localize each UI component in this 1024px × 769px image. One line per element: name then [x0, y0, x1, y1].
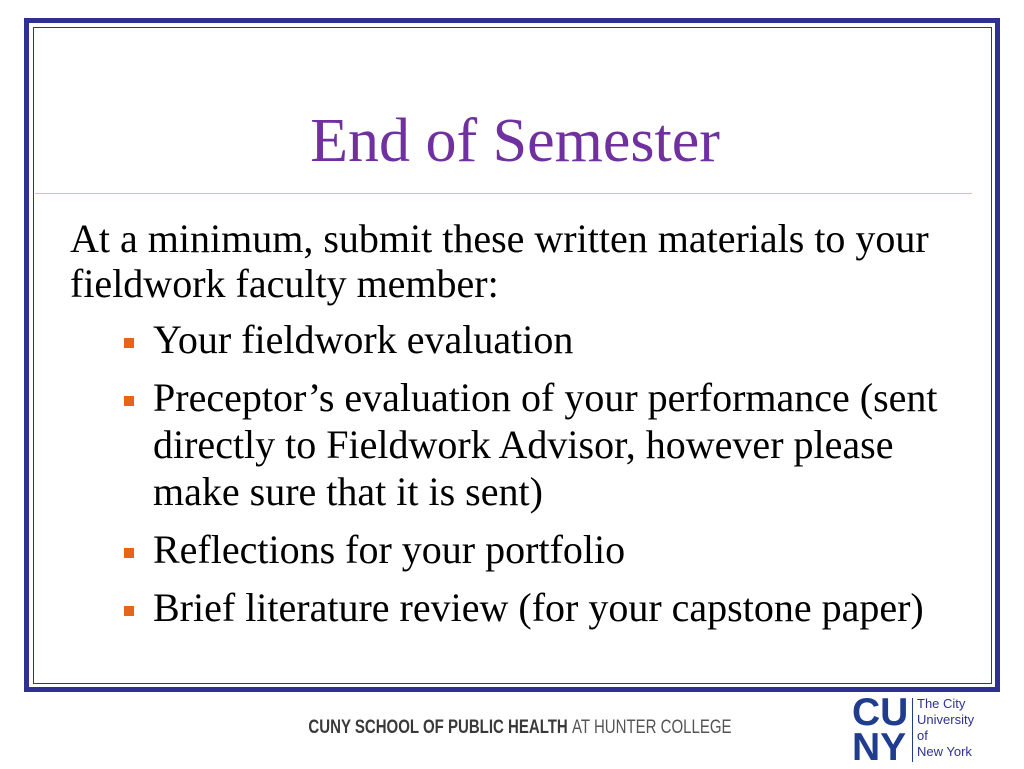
bullet-text: Your fieldwork evaluation: [153, 317, 574, 362]
bullet-square-icon: [124, 548, 134, 558]
bullet-square-icon: [124, 396, 134, 406]
bullet-item: [153, 526, 960, 573]
footer-school-name: [283, 718, 757, 737]
bullet-text: Reflections for your portfolio: [153, 527, 626, 572]
logo-divider: [912, 698, 913, 762]
bullet-list: [153, 305, 960, 631]
bullet-item: [153, 374, 960, 515]
slide-title: End of Semester: [310, 107, 720, 175]
cuny-name-line: New York: [917, 744, 972, 759]
cuny-name-line: The City: [917, 696, 966, 711]
intro-text: At a minimum, submit these written materials to your fieldwork faculty member:: [70, 216, 929, 306]
bullet-text: Preceptor’s evaluation of your performance (sent directly to Fieldwork Advisor, however please make sure that it is sent): [153, 375, 938, 514]
cuny-name-line: University: [917, 712, 975, 727]
bullet-item: [153, 584, 960, 631]
title-rule: [35, 193, 972, 194]
cuny-name-text: [917, 696, 974, 760]
cuny-logo-letters-top: CU: [852, 691, 909, 734]
footer-school-bold: CUNY SCHOOL OF PUBLIC HEALTH: [308, 717, 568, 738]
footer-school-rest: AT HUNTER COLLEGE: [571, 717, 732, 738]
bullet-item: [153, 316, 960, 363]
cuny-name-line: of: [917, 728, 928, 743]
bullet-text: Brief literature review (for your capstone paper): [153, 585, 924, 630]
bullet-square-icon: [124, 338, 134, 348]
bullet-square-icon: [124, 606, 134, 616]
cuny-logo-letters-bottom: NY: [852, 726, 907, 769]
